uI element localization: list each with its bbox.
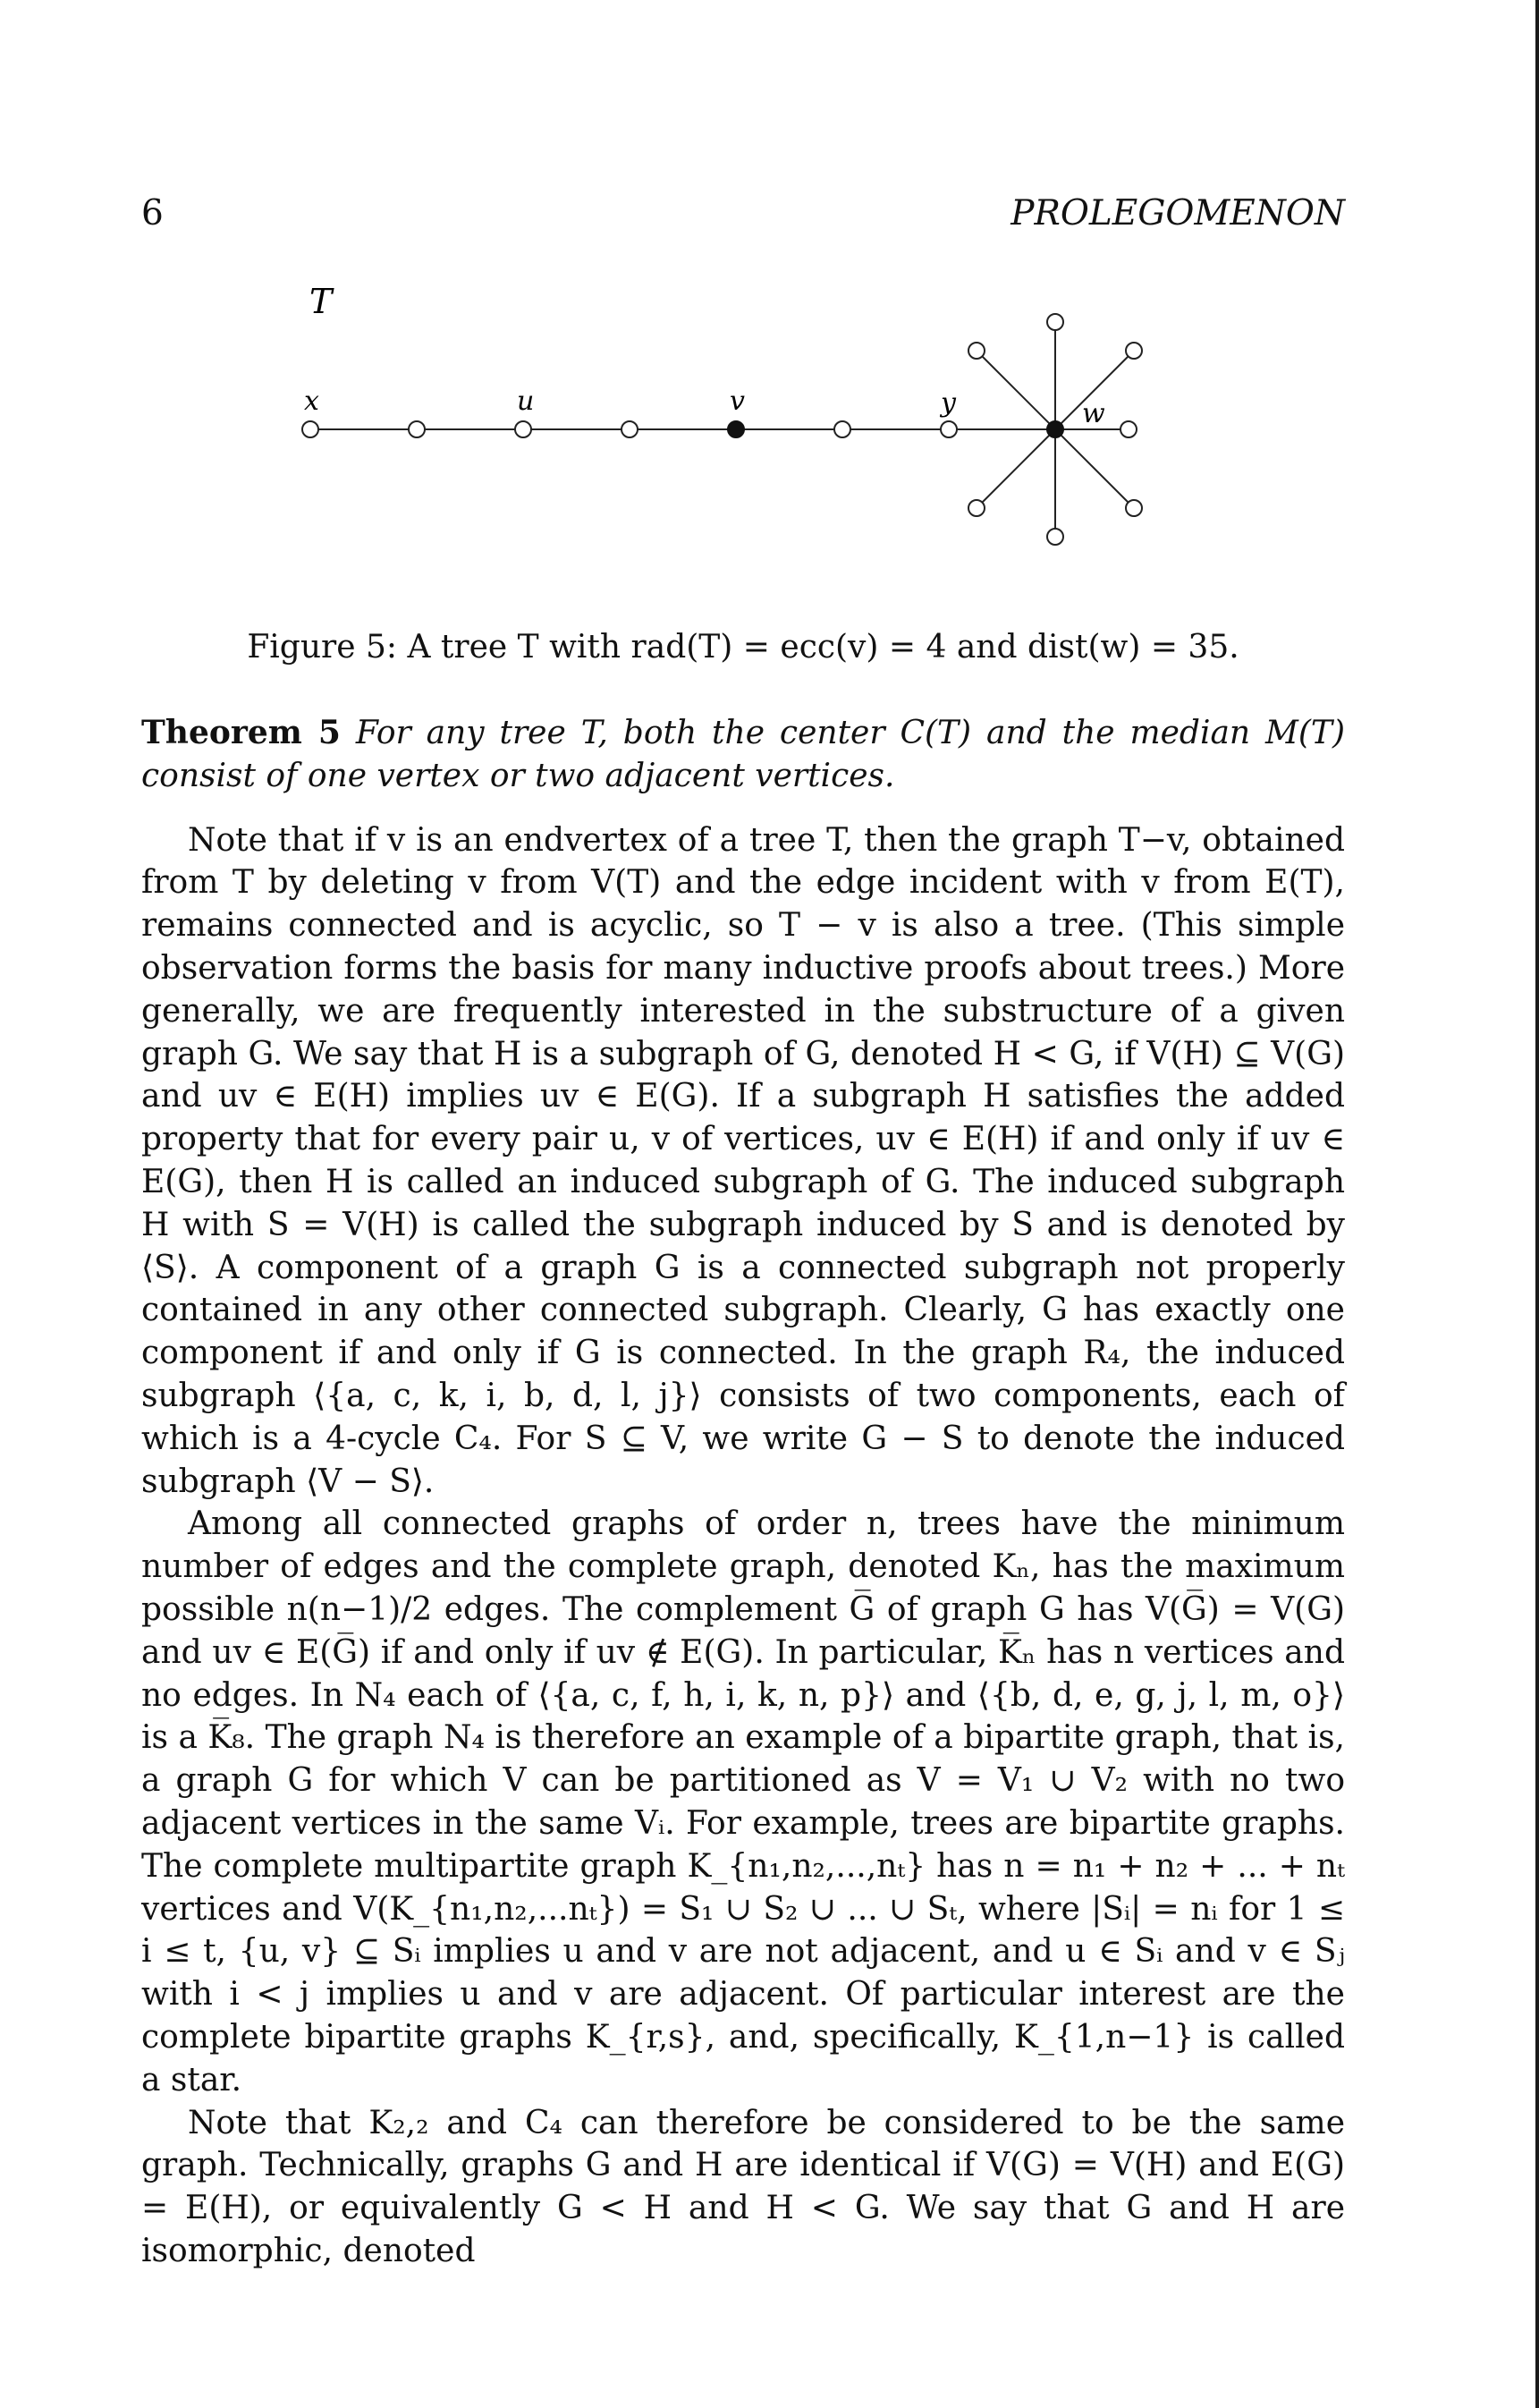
leaf-top — [1047, 314, 1063, 330]
vertex-x — [302, 421, 318, 437]
scan-edge — [1535, 0, 1539, 2408]
leaf-top-right — [1126, 343, 1142, 359]
label-x: x — [304, 386, 319, 417]
theorem-label: Theorem 5 — [141, 714, 341, 751]
paragraph-complete-graph: Among all connected graphs of order n, trees have the minimum number of edges and the complete graph, denoted Kₙ, has the maximum possible n(n−1)/2 edges. The complement G̅ of graph G has V(G̅) = V(G) and uv ∈ E(G̅) if and only if uv ∉ E(G). In particular, K̅ₙ has n vertices and no edges. In N₄ each of ⟨{a, c, f, h, i, k, n, p}⟩ and ⟨{b, d, e, g, j, l, m, o}⟩ is a K̅₈. The graph N₄ is therefore an example of a bipartite graph, that is, a graph G for which V can be partitioned as V = V₁ ∪ V₂ with no two adjacent vertices in the same Vᵢ. For example, trees are bipartite graphs. The complete multipartite graph K_{n₁,n₂,...,nₜ} has n = n₁ + n₂ + ... + nₜ vertices and V(K_{n₁,n₂,...nₜ}) = S₁ ∪ S₂ ∪ ... ∪ Sₜ, where |Sᵢ| = nᵢ for 1 ≤ i ≤ t, {u, v} ⊆ Sᵢ implies u and v are not adjacent, and u ∈ Sᵢ and v ∈ Sⱼ with i < j implies u and v are adjacent. Of particular interest are the complete bipartite graphs K_{r,s}, and, specifically, K_{1,n−1} is called a star. — [141, 1505, 1345, 2099]
leaf-bottom-left — [968, 500, 985, 516]
leaf-bottom-right — [1126, 500, 1142, 516]
paragraph-subgraphs: Note that if v is an endvertex of a tree T, then the graph T−v, obtained from T by deleting v from V(T) and the edge incident with v from E(T), remains connected and is acyclic, so T − v is also a tree. (This simple observation forms the basis for many inductive proofs about trees.) More generally, we are frequently interested in the substructure of a given graph G. We say that H is a subgraph of G, denoted H < G, if V(H) ⊆ V(G) and uv ∈ E(H) implies uv ∈ E(G). If a subgraph H satisfies the added property that for every pair u, v of vertices, uv ∈ E(H) if and only if uv ∈ E(G), then H is called an induced subgraph of G. The induced subgraph H with S = V(H) is called the subgraph induced by S and is denoted by ⟨S⟩. A component of a graph G is a connected subgraph not properly contained in any other connected subgraph. Clearly, G has exactly one component if and only if G is connected. In the graph R₄, the induced subgraph ⟨{a, c, k, i, b, d, l, j}⟩ consists of two components, each of which is a 4-cycle C₄. For S ⊆ V, we write G − S to denote the induced subgraph ⟨V − S⟩. — [141, 821, 1345, 1500]
tree-label: T — [309, 286, 333, 321]
vertex-w — [1047, 421, 1063, 437]
theorem — [141, 712, 1345, 798]
tree-diagram — [277, 286, 1216, 555]
leaf-bottom — [1047, 529, 1063, 545]
chapter-title: PROLEGOMENON — [1010, 193, 1345, 233]
theorem-statement: For any tree T, both the center C(T) and the median M(T) consist of one vertex or two adjacent vertices. — [141, 715, 1345, 794]
label-w: w — [1082, 398, 1105, 429]
vertex-path-6 — [834, 421, 850, 437]
vertex-u — [515, 421, 531, 437]
vertex-path-2 — [409, 421, 425, 437]
leaf-top-left — [968, 343, 985, 359]
label-y: y — [941, 387, 956, 419]
label-u: u — [517, 386, 535, 417]
paragraph-isomorphism: Note that K₂,₂ and C₄ can therefore be considered to be the same graph. Technically, graphs G and H are identical if V(G) = V(H) and E(G) = E(H), or equivalently G < H and H < G. We say that G and H are isomorphic, denoted — [141, 2104, 1345, 2269]
tree-figure — [277, 286, 1216, 555]
body-text — [141, 712, 1345, 2273]
vertex-y — [941, 421, 957, 437]
running-head — [141, 191, 1345, 236]
figure-caption: Figure 5: A tree T with rad(T) = ecc(v) = 4 and dist(w) = 35. — [247, 629, 1239, 666]
leaf-right — [1120, 421, 1137, 437]
vertex-v — [728, 421, 744, 437]
vertex-path-4 — [622, 421, 638, 437]
label-v: v — [730, 386, 745, 417]
page-number: 6 — [141, 193, 164, 233]
